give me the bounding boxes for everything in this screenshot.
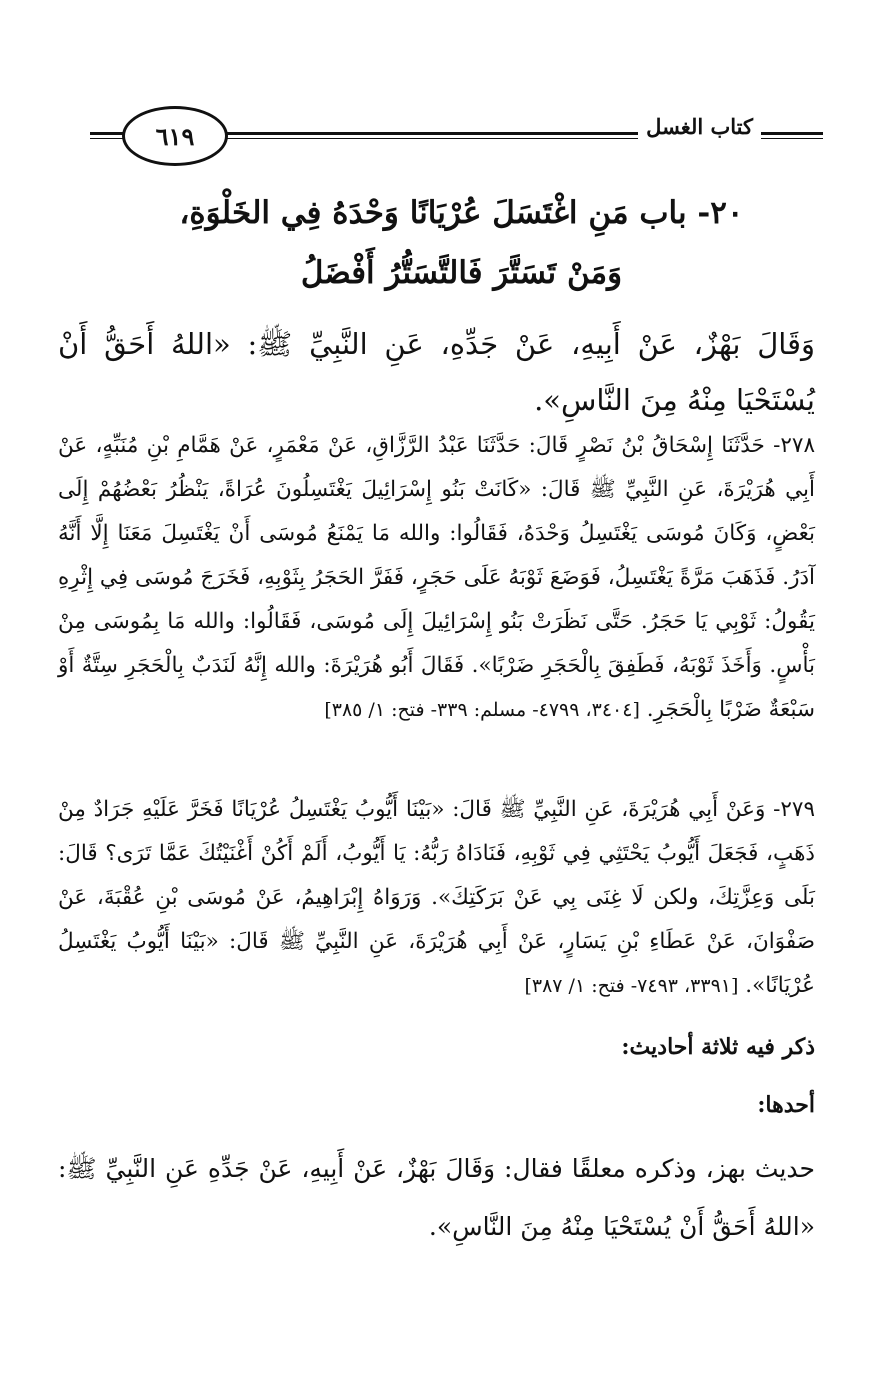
hadith-278-ref: [٣٤٠٤، ٤٧٩٩- مسلم: ٣٣٩- فتح: ١/ ٣٨٥] (324, 699, 640, 721)
running-header (90, 102, 823, 160)
chapter-heading-line2: وَمَنْ تَسَتَّرَ فَالتَّسَتُّرُ أَفْضَلُ (300, 255, 623, 291)
commentary-intro: ذكر فيه ثلاثة أحاديث: (621, 1034, 815, 1060)
header-dash (771, 132, 823, 136)
hadith-279 (58, 788, 815, 1008)
commentary-first-label: أحدها: (757, 1092, 815, 1118)
hadith-278-text: ٢٧٨- حَدَّثَنَا إِسْحَاقُ بْنُ نَصْرٍ قَالَ: حَدَّثَنَا عَبْدُ الرَّزَّاقِ، عَنْ مَعْمَرٍ، عَنْ هَمَّامِ بْنِ مُنَبِّهٍ، عَنْ أَبِي هُرَيْرَةَ، عَنِ النَّبِيِّ ﷺ قَالَ: «كَانَتْ بَنُو إِسْرَائِيلَ يَغْتَسِلُونَ عُرَاةً، يَنْظُرُ بَعْضُهُمْ إِلَى بَعْضٍ، وَكَانَ مُوسَى يَغْتَسِلُ وَحْدَهُ، فَقَالُوا: والله مَا يَمْنَعُ مُوسَى أَنْ يَغْتَسِلَ مَعَنَا إِلَّا أَنَّهُ آدَرُ. فَذَهَبَ مَرَّةً يَغْتَسِلُ، فَوَضَعَ ثَوْبَهُ عَلَى حَجَرٍ، فَفَرَّ الحَجَرُ بِثَوْبِهِ، فَخَرَجَ مُوسَى فِي إِثْرِهِ يَقُولُ: ثَوْبِي يَا حَجَرُ. حَتَّى نَظَرَتْ بَنُو إِسْرَائِيلَ إِلَى مُوسَى، فَقَالُوا: والله مَا بِمُوسَى مِنْ بَأْسٍ. وَأَخَذَ ثَوْبَهُ، فَطَفِقَ بِالْحَجَرِ ضَرْبًا». فَقَالَ أَبُو هُرَيْرَةَ: والله إِنَّهُ لَنَدَبٌ بِالْحَجَرِ سِتَّةٌ أَوْ سَبْعَةٌ ضَرْبًا بِالْحَجَرِ. (58, 433, 815, 722)
chapter-heading-line1: ٢٠- باب مَنِ اغْتَسَلَ عُرْيَانًا وَحْدَهُ فِي الخَلْوَةِ، (179, 195, 744, 231)
page-number: ٦١٩ (122, 106, 228, 166)
hadith-278 (58, 424, 815, 732)
mualaq-text: وَقَالَ بَهْزٌ، عَنْ أَبِيهِ، عَنْ جَدِّهِ، عَنِ النَّبِيِّ ﷺ: «اللهُ أَحَقُّ أَنْ يُسْتَحْيَا مِنْهُ مِنَ النَّاسِ». (58, 327, 815, 417)
chapter-heading (110, 183, 813, 303)
hadith-279-ref: [٣٣٩١، ٧٤٩٣- فتح: ١/ ٣٨٧] (524, 975, 739, 997)
hadith-279-riwaya: وَرَوَاهُ إِبْرَاهِيمُ، عَنْ مُوسَى بْنِ عُقْبَةَ، عَنْ صَفْوَانَ، عَنْ عَطَاءِ بْنِ يَسَارٍ، عَنْ أَبِي هُرَيْرَةَ، عَنِ النَّبِيِّ ﷺ قَالَ: «بَيْنَا أَيُّوبُ يَغْتَسِلُ عُرْيَانًا». (58, 885, 815, 998)
hadith-279-text: ٢٧٩- وَعَنْ أَبِي هُرَيْرَةَ، عَنِ النَّبِيِّ ﷺ قَالَ: «بَيْنَا أَيُّوبُ يَغْتَسِلُ عُرْيَانًا فَخَرَّ عَلَيْهِ جَرَادٌ مِنْ ذَهَبٍ، فَجَعَلَ أَيُّوبُ يَحْتَثِي فِي ثَوْبِهِ، فَنَادَاهُ رَبُّهُ: يَا أَيُّوبُ، أَلَمْ أَكُنْ أَغْنَيْتُكَ عَمَّا تَرَى؟ قَالَ: بَلَى وَعِزَّتِكَ، ولكن لَا غِنَى بِي عَنْ بَرَكَتِكَ». (58, 797, 815, 910)
commentary-first-text: حديث بهز، وذكره معلقًا فقال: وَقَالَ بَهْزٌ، عَنْ أَبِيهِ، عَنْ جَدِّهِ عَنِ النَّبِيِّ ﷺ: «اللهُ أَحَقُّ أَنْ يُسْتَحْيَا مِنْهُ مِنَ النَّاسِ». (58, 1154, 815, 1241)
book-title: كتاب الغسل (638, 114, 761, 139)
